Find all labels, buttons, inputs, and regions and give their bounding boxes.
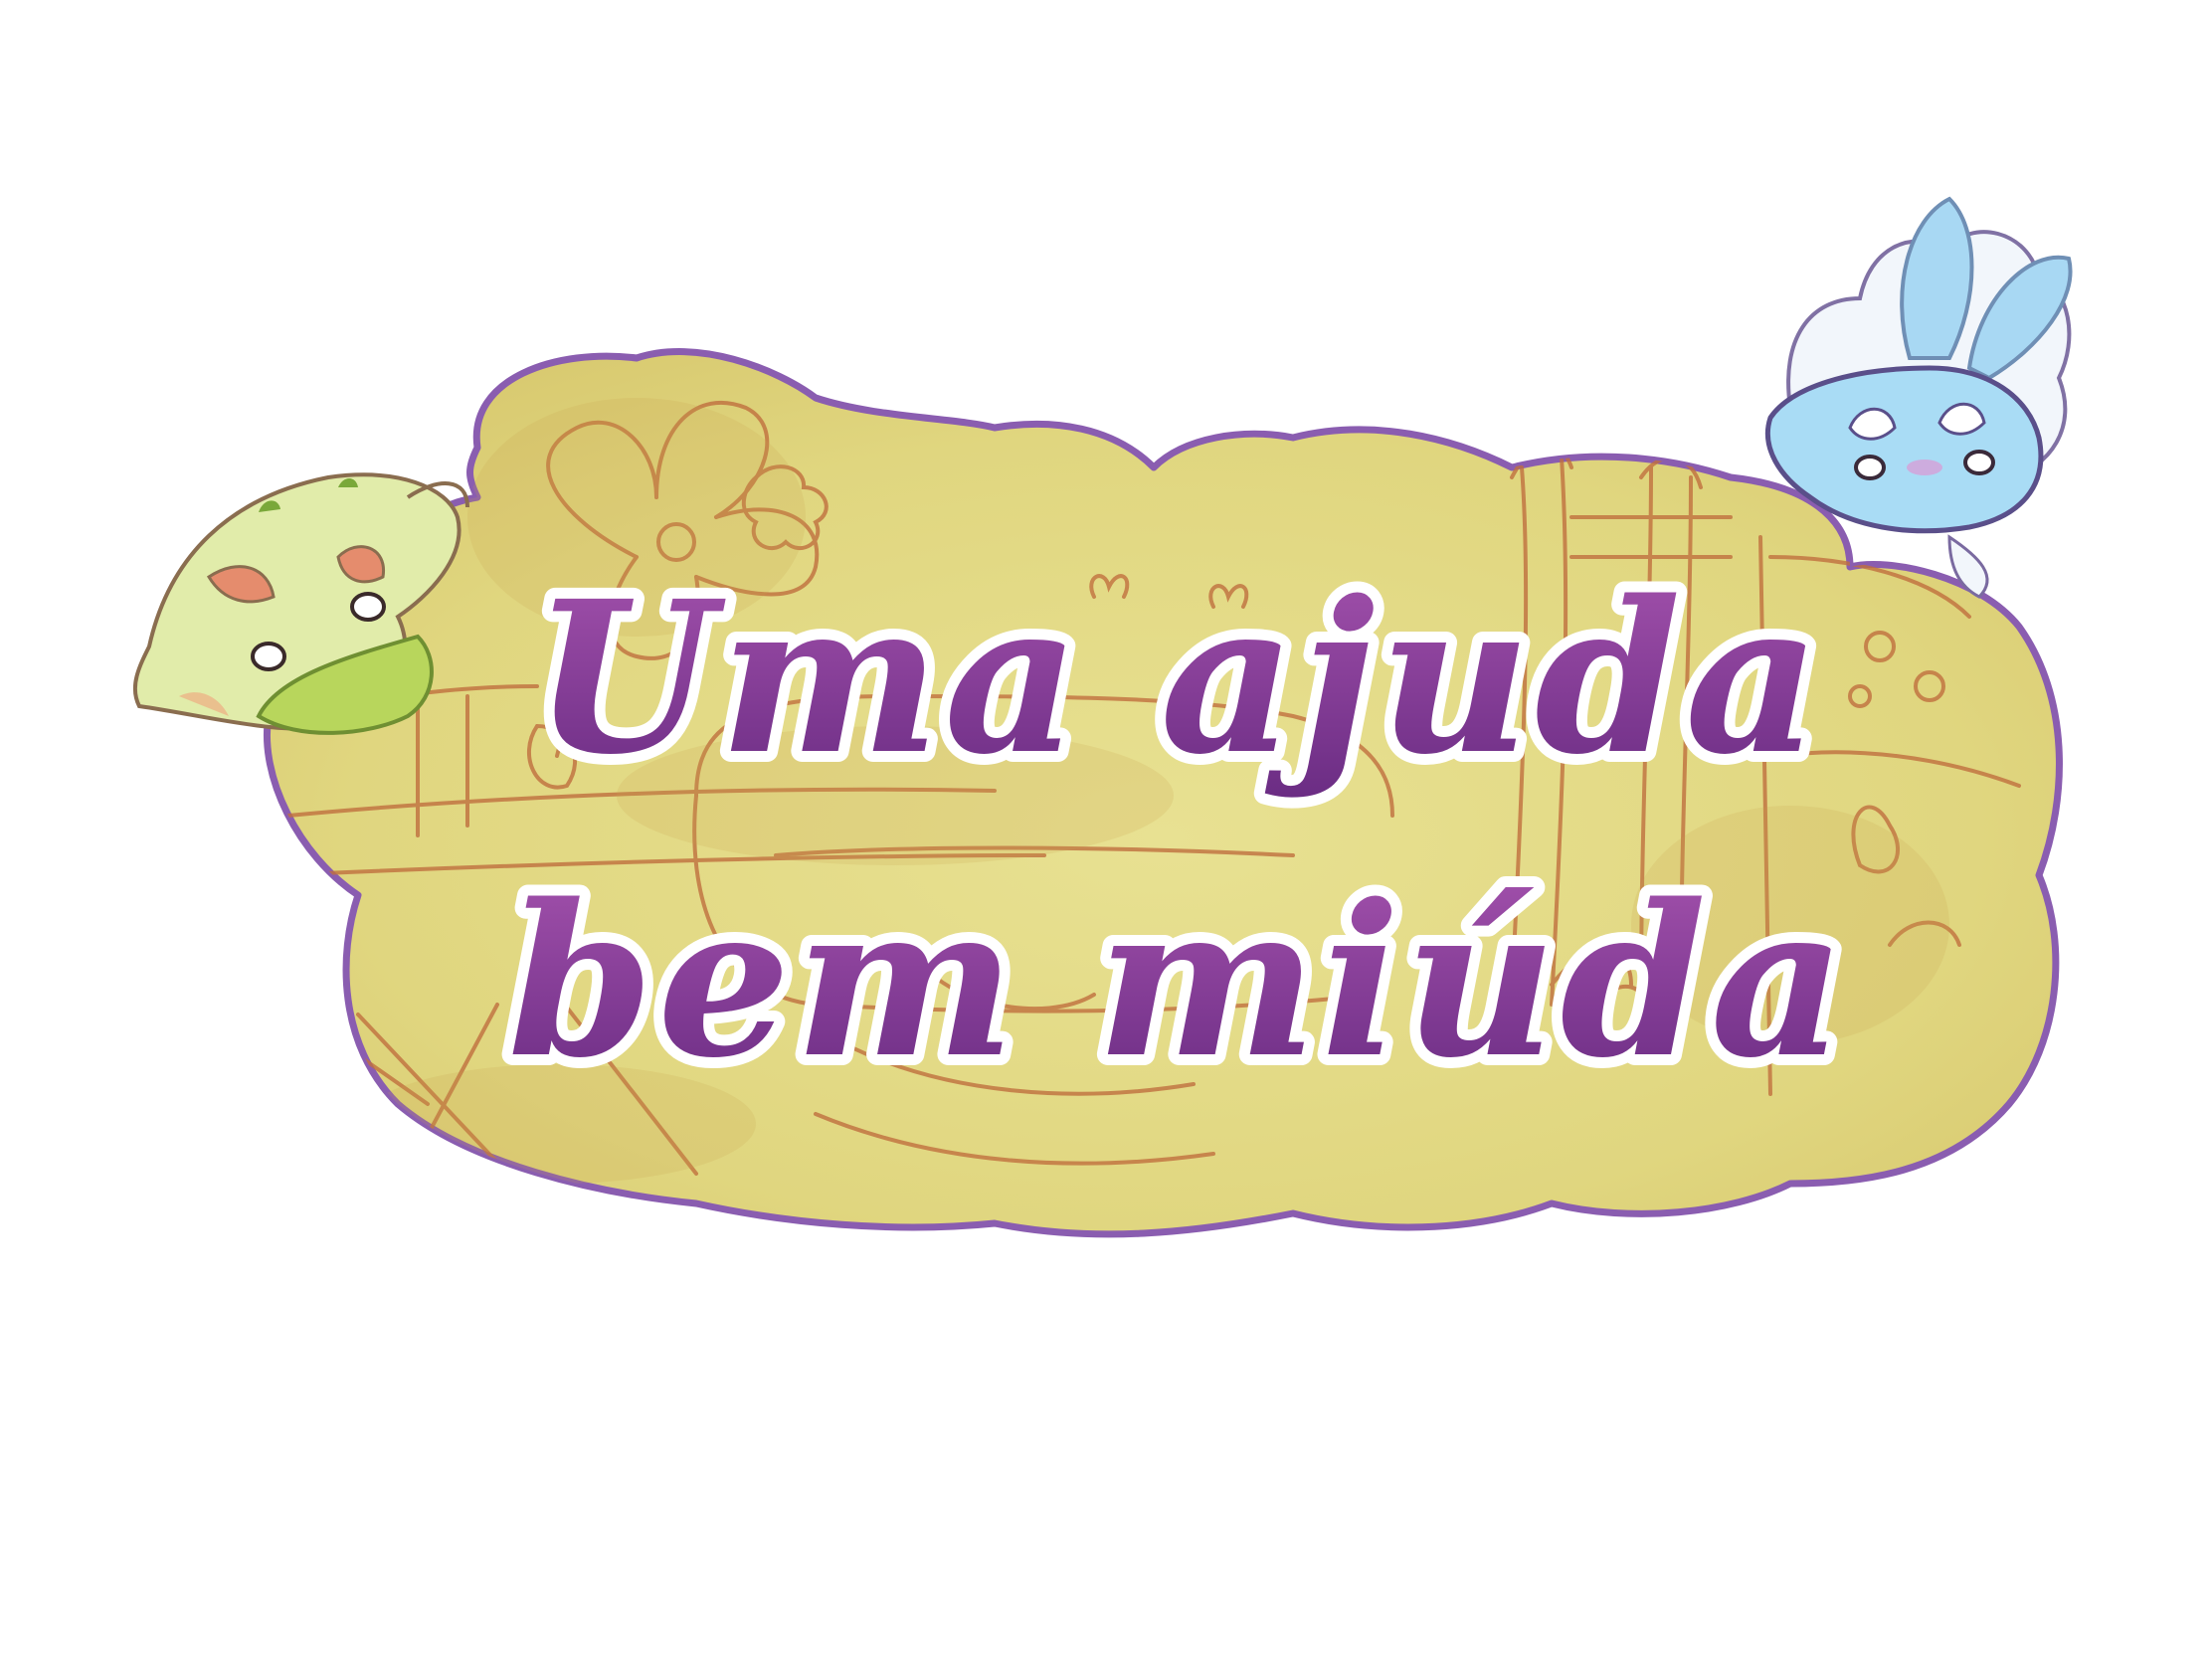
title-line-2: bem miúda bbox=[507, 858, 1850, 1104]
title-line-1: Uma ajuda bbox=[532, 555, 1825, 801]
green-leaf-creature-icon bbox=[135, 474, 467, 733]
